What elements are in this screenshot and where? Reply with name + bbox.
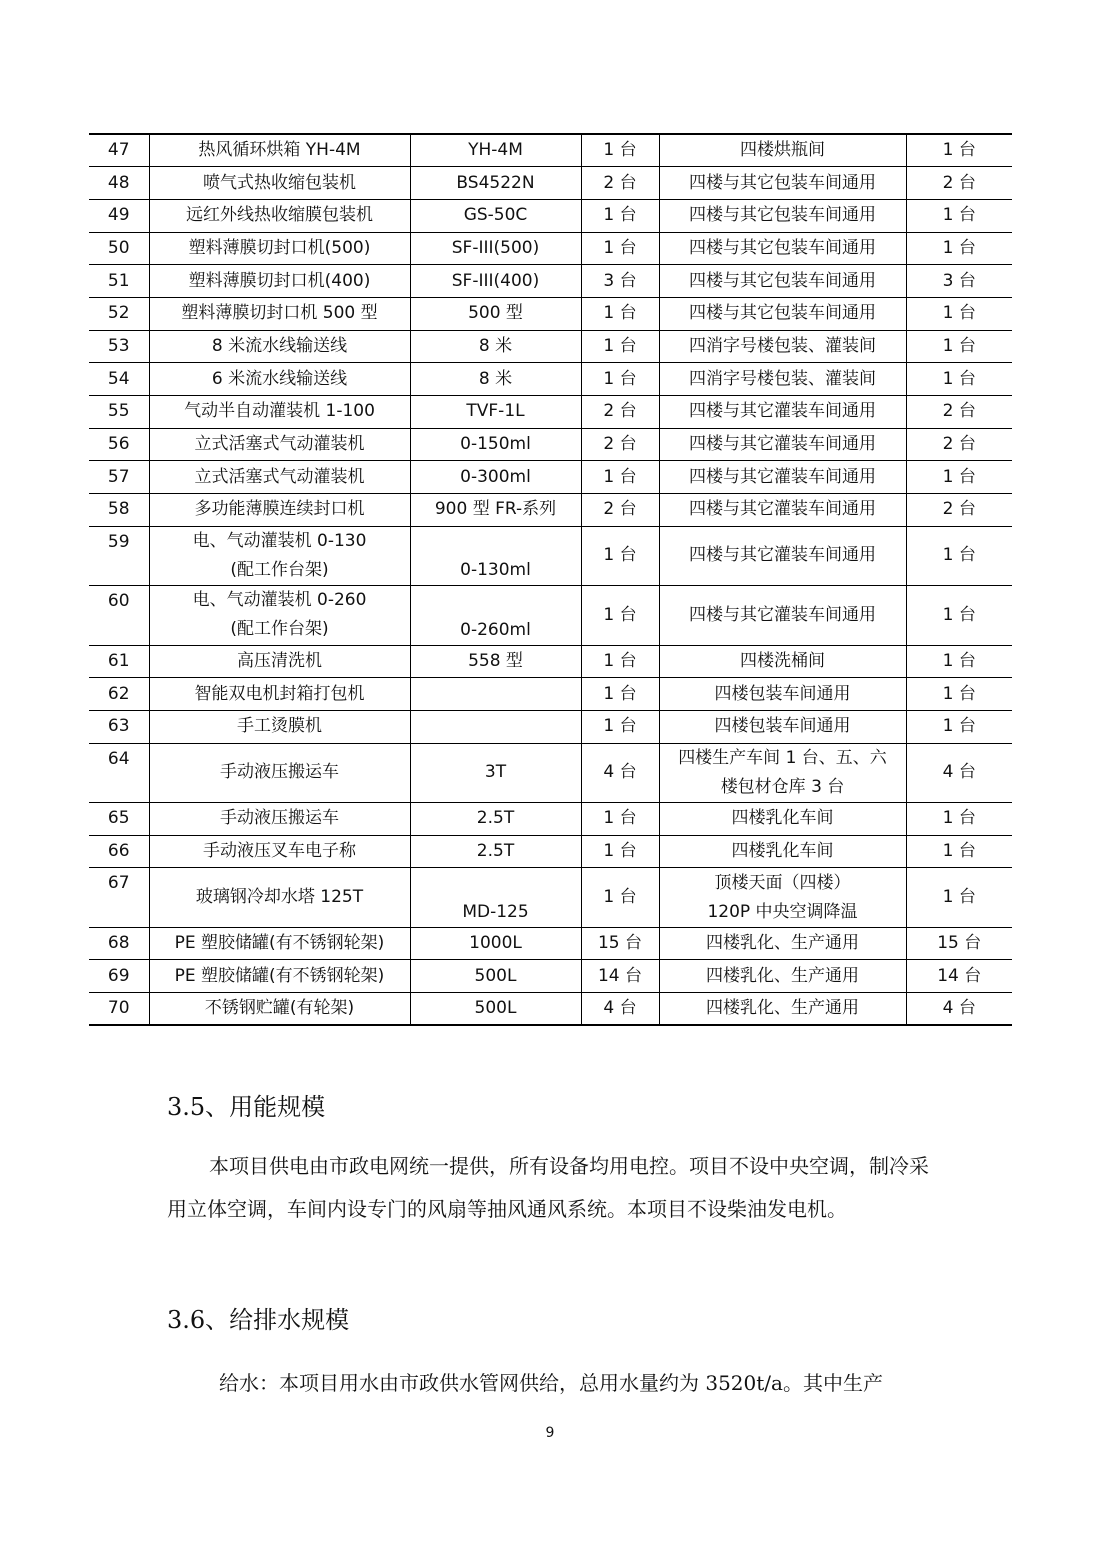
equipment-name-cell: PE 塑胶储罐(有不锈钢轮架) bbox=[149, 960, 410, 993]
row-number-cell: 50 bbox=[89, 232, 149, 265]
row-number-cell: 51 bbox=[89, 265, 149, 298]
quantity-cell: 4 台 bbox=[581, 993, 659, 1026]
count-cell: 2 台 bbox=[906, 428, 1012, 461]
location-cell: 四楼包装车间通用 bbox=[659, 678, 906, 711]
location-cell: 四楼与其它灌装车间通用 bbox=[659, 494, 906, 527]
row-number-cell: 63 bbox=[89, 710, 149, 743]
row-number-cell: 54 bbox=[89, 363, 149, 396]
count-cell: 1 台 bbox=[906, 134, 1012, 167]
model-cell: BS4522N bbox=[410, 167, 581, 200]
model-cell: 900 型 FR-系列 bbox=[410, 494, 581, 527]
table-row bbox=[89, 678, 1012, 711]
table-row bbox=[89, 526, 1012, 585]
model-cell: 8 米 bbox=[410, 363, 581, 396]
quantity-cell: 1 台 bbox=[581, 461, 659, 494]
model-cell: 2.5T bbox=[410, 835, 581, 868]
model-cell: 0-260ml bbox=[410, 586, 581, 645]
model-cell: 0-130ml bbox=[410, 526, 581, 585]
table-row bbox=[89, 134, 1012, 167]
row-number-cell: 57 bbox=[89, 461, 149, 494]
count-cell: 1 台 bbox=[906, 835, 1012, 868]
equipment-name-cell: 手动液压搬运车 bbox=[149, 802, 410, 835]
location-cell: 四楼与其它包装车间通用 bbox=[659, 265, 906, 298]
equipment-name-cell: 喷气式热收缩包装机 bbox=[149, 167, 410, 200]
model-cell: 500L bbox=[410, 993, 581, 1026]
page-number: 9 bbox=[545, 1425, 555, 1441]
equipment-name-cell: 智能双电机封箱打包机 bbox=[149, 678, 410, 711]
table-row bbox=[89, 835, 1012, 868]
quantity-cell: 1 台 bbox=[581, 297, 659, 330]
equipment-name-cell: 多功能薄膜连续封口机 bbox=[149, 494, 410, 527]
quantity-cell: 1 台 bbox=[581, 678, 659, 711]
location-cell: 四楼烘瓶间 bbox=[659, 134, 906, 167]
table-row bbox=[89, 232, 1012, 265]
quantity-cell: 3 台 bbox=[581, 265, 659, 298]
section-paragraph-water: 给水：本项目用水由市政供水管网供给，总用水量约为 3520t/a。其中生产 bbox=[219, 1371, 883, 1395]
table-row bbox=[89, 645, 1012, 678]
location-cell: 四楼乳化、生产通用 bbox=[659, 993, 906, 1026]
count-cell: 1 台 bbox=[906, 199, 1012, 232]
table-row bbox=[89, 993, 1012, 1026]
row-number-cell: 53 bbox=[89, 330, 149, 363]
count-cell: 4 台 bbox=[906, 993, 1012, 1026]
model-cell: 3T bbox=[410, 743, 581, 802]
quantity-cell: 2 台 bbox=[581, 428, 659, 461]
row-number-cell: 65 bbox=[89, 802, 149, 835]
row-number-cell: 49 bbox=[89, 199, 149, 232]
equipment-name-cell: 高压清洗机 bbox=[149, 645, 410, 678]
row-number-cell: 62 bbox=[89, 678, 149, 711]
equipment-name-cell: 玻璃钢冷却水塔 125T bbox=[149, 868, 410, 927]
row-number-cell: 69 bbox=[89, 960, 149, 993]
location-cell: 四楼乳化车间 bbox=[659, 835, 906, 868]
row-number-cell: 66 bbox=[89, 835, 149, 868]
location-cell: 四楼洗桶间 bbox=[659, 645, 906, 678]
count-cell: 1 台 bbox=[906, 802, 1012, 835]
row-number-cell: 64 bbox=[89, 743, 149, 802]
table-row bbox=[89, 428, 1012, 461]
model-cell: 1000L bbox=[410, 927, 581, 960]
location-cell: 四楼包装车间通用 bbox=[659, 710, 906, 743]
quantity-cell: 14 台 bbox=[581, 960, 659, 993]
quantity-cell: 2 台 bbox=[581, 167, 659, 200]
row-number-cell: 47 bbox=[89, 134, 149, 167]
equipment-name-cell: 电、气动灌装机 0-130 (配工作台架) bbox=[149, 526, 410, 585]
quantity-cell: 1 台 bbox=[581, 586, 659, 645]
count-cell: 15 台 bbox=[906, 927, 1012, 960]
model-cell: SF-III(400) bbox=[410, 265, 581, 298]
count-cell: 2 台 bbox=[906, 494, 1012, 527]
table-row bbox=[89, 461, 1012, 494]
location-cell: 四楼与其它灌装车间通用 bbox=[659, 428, 906, 461]
table-row bbox=[89, 743, 1012, 802]
count-cell: 1 台 bbox=[906, 232, 1012, 265]
table-row bbox=[89, 363, 1012, 396]
model-cell: 8 米 bbox=[410, 330, 581, 363]
quantity-cell: 1 台 bbox=[581, 645, 659, 678]
section-paragraph-energy: 本项目供电由市政电网统一提供，所有设备均用电控。项目不设中央空调，制冷采用立体空调，车间内设专门的风扇等抽风通风系统。本项目不设柴油发电机。 bbox=[167, 1154, 929, 1221]
row-number-cell: 61 bbox=[89, 645, 149, 678]
location-cell: 四楼乳化车间 bbox=[659, 802, 906, 835]
equipment-name-cell: 塑料薄膜切封口机(400) bbox=[149, 265, 410, 298]
quantity-cell: 1 台 bbox=[581, 710, 659, 743]
equipment-name-cell: 电、气动灌装机 0-260 (配工作台架) bbox=[149, 586, 410, 645]
table-row bbox=[89, 330, 1012, 363]
count-cell: 1 台 bbox=[906, 868, 1012, 927]
model-cell: 558 型 bbox=[410, 645, 581, 678]
model-cell: 0-300ml bbox=[410, 461, 581, 494]
row-number-cell: 55 bbox=[89, 396, 149, 429]
model-cell: 500L bbox=[410, 960, 581, 993]
row-number-cell: 70 bbox=[89, 993, 149, 1026]
equipment-name-cell: 6 米流水线输送线 bbox=[149, 363, 410, 396]
table-row bbox=[89, 265, 1012, 298]
location-cell: 四楼与其它灌装车间通用 bbox=[659, 586, 906, 645]
count-cell: 4 台 bbox=[906, 743, 1012, 802]
model-cell: GS-50C bbox=[410, 199, 581, 232]
table-row bbox=[89, 927, 1012, 960]
equipment-name-cell: 塑料薄膜切封口机 500 型 bbox=[149, 297, 410, 330]
row-number-cell: 60 bbox=[89, 586, 149, 645]
table-row bbox=[89, 396, 1012, 429]
quantity-cell: 1 台 bbox=[581, 363, 659, 396]
count-cell: 1 台 bbox=[906, 678, 1012, 711]
model-cell: TVF-1L bbox=[410, 396, 581, 429]
location-cell: 四楼与其它灌装车间通用 bbox=[659, 526, 906, 585]
count-cell: 2 台 bbox=[906, 167, 1012, 200]
equipment-name-cell: 立式活塞式气动灌装机 bbox=[149, 461, 410, 494]
location-cell: 顶楼天面（四楼） 120P 中央空调降温 bbox=[659, 868, 906, 927]
location-cell: 四消字号楼包装、灌装间 bbox=[659, 330, 906, 363]
model-cell: SF-III(500) bbox=[410, 232, 581, 265]
count-cell: 1 台 bbox=[906, 363, 1012, 396]
model-cell: 500 型 bbox=[410, 297, 581, 330]
quantity-cell: 1 台 bbox=[581, 526, 659, 585]
location-cell: 四楼乳化、生产通用 bbox=[659, 927, 906, 960]
count-cell: 1 台 bbox=[906, 645, 1012, 678]
row-number-cell: 59 bbox=[89, 526, 149, 585]
model-cell: 2.5T bbox=[410, 802, 581, 835]
location-cell: 四消字号楼包装、灌装间 bbox=[659, 363, 906, 396]
table-row bbox=[89, 802, 1012, 835]
quantity-cell: 1 台 bbox=[581, 134, 659, 167]
quantity-cell: 1 台 bbox=[581, 330, 659, 363]
count-cell: 1 台 bbox=[906, 461, 1012, 494]
count-cell: 3 台 bbox=[906, 265, 1012, 298]
table-row bbox=[89, 960, 1012, 993]
count-cell: 14 台 bbox=[906, 960, 1012, 993]
equipment-name-cell: 手动液压叉车电子称 bbox=[149, 835, 410, 868]
model-cell: MD-125 bbox=[410, 868, 581, 927]
section-heading-energy: 3.5、用能规模 bbox=[167, 1093, 326, 1121]
equipment-name-cell: 远红外线热收缩膜包装机 bbox=[149, 199, 410, 232]
section-heading-water: 3.6、给排水规模 bbox=[167, 1306, 350, 1334]
table-row bbox=[89, 199, 1012, 232]
table-row bbox=[89, 494, 1012, 527]
equipment-name-cell: 8 米流水线输送线 bbox=[149, 330, 410, 363]
model-cell bbox=[410, 678, 581, 711]
location-cell: 四楼与其它灌装车间通用 bbox=[659, 396, 906, 429]
equipment-name-cell: 立式活塞式气动灌装机 bbox=[149, 428, 410, 461]
count-cell: 2 台 bbox=[906, 396, 1012, 429]
location-cell: 四楼与其它包装车间通用 bbox=[659, 232, 906, 265]
count-cell: 1 台 bbox=[906, 586, 1012, 645]
count-cell: 1 台 bbox=[906, 330, 1012, 363]
quantity-cell: 2 台 bbox=[581, 494, 659, 527]
equipment-name-cell: 手工烫膜机 bbox=[149, 710, 410, 743]
table-row bbox=[89, 297, 1012, 330]
location-cell: 四楼与其它灌装车间通用 bbox=[659, 461, 906, 494]
row-number-cell: 56 bbox=[89, 428, 149, 461]
quantity-cell: 1 台 bbox=[581, 868, 659, 927]
row-number-cell: 58 bbox=[89, 494, 149, 527]
table-row bbox=[89, 710, 1012, 743]
model-cell: 0-150ml bbox=[410, 428, 581, 461]
location-cell: 四楼与其它包装车间通用 bbox=[659, 199, 906, 232]
location-cell: 四楼与其它包装车间通用 bbox=[659, 167, 906, 200]
quantity-cell: 1 台 bbox=[581, 232, 659, 265]
quantity-cell: 15 台 bbox=[581, 927, 659, 960]
equipment-name-cell: 热风循环烘箱 YH-4M bbox=[149, 134, 410, 167]
equipment-table bbox=[89, 133, 1012, 1026]
count-cell: 1 台 bbox=[906, 297, 1012, 330]
location-cell: 四楼乳化、生产通用 bbox=[659, 960, 906, 993]
row-number-cell: 67 bbox=[89, 868, 149, 927]
location-cell: 四楼生产车间 1 台、五、六 楼包材仓库 3 台 bbox=[659, 743, 906, 802]
quantity-cell: 2 台 bbox=[581, 396, 659, 429]
model-cell: YH-4M bbox=[410, 134, 581, 167]
quantity-cell: 1 台 bbox=[581, 199, 659, 232]
table-row bbox=[89, 586, 1012, 645]
quantity-cell: 1 台 bbox=[581, 835, 659, 868]
equipment-table-body bbox=[89, 134, 1012, 1025]
row-number-cell: 68 bbox=[89, 927, 149, 960]
equipment-name-cell: PE 塑胶储罐(有不锈钢轮架) bbox=[149, 927, 410, 960]
equipment-name-cell: 气动半自动灌装机 1-100 bbox=[149, 396, 410, 429]
count-cell: 1 台 bbox=[906, 526, 1012, 585]
location-cell: 四楼与其它包装车间通用 bbox=[659, 297, 906, 330]
equipment-name-cell: 手动液压搬运车 bbox=[149, 743, 410, 802]
quantity-cell: 1 台 bbox=[581, 802, 659, 835]
model-cell bbox=[410, 710, 581, 743]
equipment-name-cell: 塑料薄膜切封口机(500) bbox=[149, 232, 410, 265]
row-number-cell: 48 bbox=[89, 167, 149, 200]
count-cell: 1 台 bbox=[906, 710, 1012, 743]
table-row bbox=[89, 868, 1012, 927]
quantity-cell: 4 台 bbox=[581, 743, 659, 802]
row-number-cell: 52 bbox=[89, 297, 149, 330]
table-row bbox=[89, 167, 1012, 200]
equipment-name-cell: 不锈钢贮罐(有轮架) bbox=[149, 993, 410, 1026]
